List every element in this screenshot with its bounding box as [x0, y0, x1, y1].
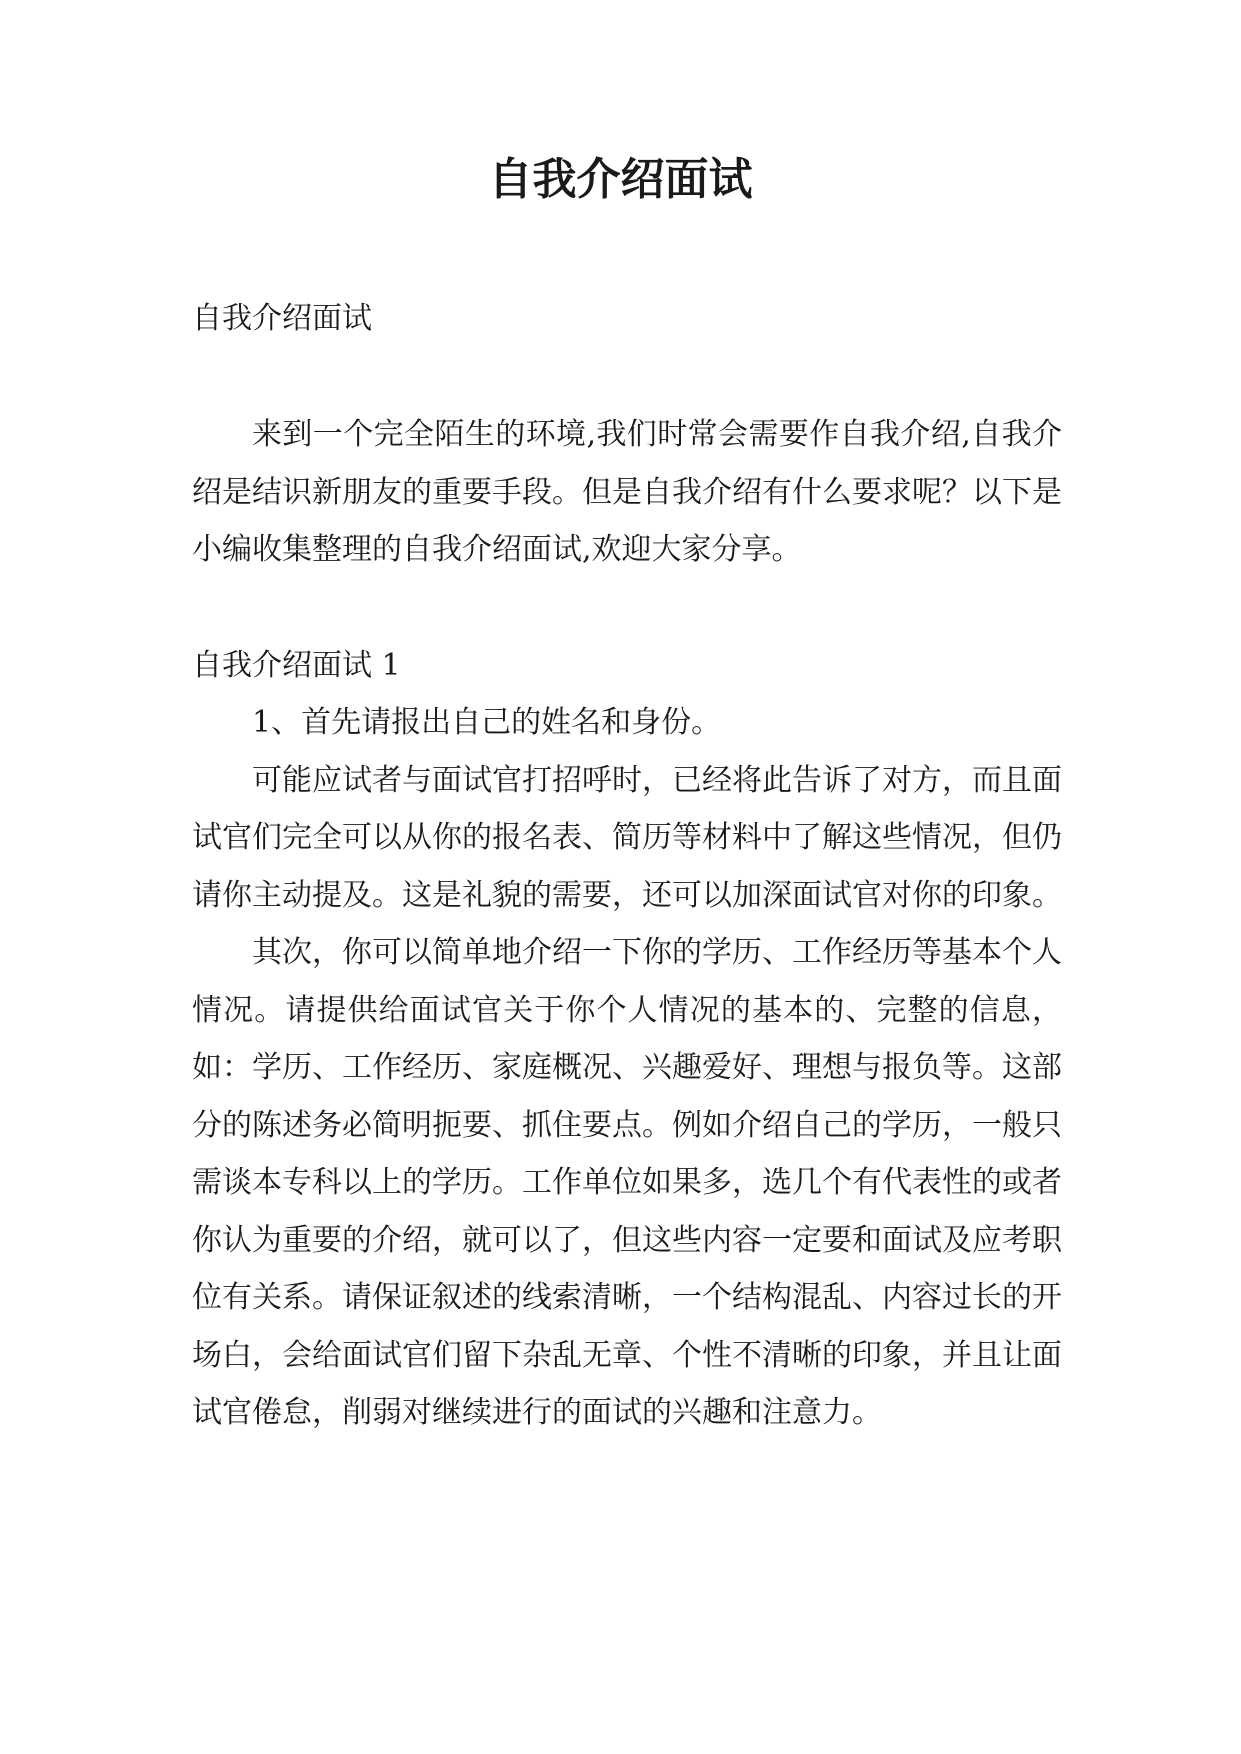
paragraph: 1、首先请报出自己的姓名和身份。 [252, 705, 722, 740]
document-title: 自我介绍面试 [488, 154, 753, 205]
document-subtitle: 自我介绍面试 [192, 301, 372, 336]
intro-paragraph: 来到一个完全陌生的环境,我们时常会需要作自我介绍,自我介绍是结识新朋友的重要手段。但是自我介绍有什么要求呢？以下是小编收集整理的自我介绍面试,欢迎大家分享。 [192, 417, 1062, 567]
paragraph: 其次，你可以简单地介绍一下你的学历、工作经历等基本个人情况。请提供给面试官关于你个人情况的基本的、完整的信息，如：学历、工作经历、家庭概况、兴趣爱好、理想与报负等。这部分的陈述务必简明扼要、抓住要点。例如介绍自己的学历，一般只需谈本专科以上的学历。工作单位如果多，选几个有代表性的或者你认为重要的介绍，就可以了，但这些内容一定要和面试及应考职位有关系。请保证叙述的线索清晰，一个结构混乱、内容过长的开场白，会给面试官们留下杂乱无章、个性不清晰的印象，并且让面试官倦怠，削弱对继续进行的面试的兴趣和注意力。 [192, 935, 1062, 1430]
section-heading: 自我介绍面试 1 [192, 648, 401, 683]
section-body [192, 694, 1062, 1442]
paragraph: 可能应试者与面试官打招呼时，已经将此告诉了对方，而且面试官们完全可以从你的报名表、简历等材料中了解这些情况，但仍请你主动提及。这是礼貌的需要，还可以加深面试官对你的印象。 [192, 762, 1062, 913]
